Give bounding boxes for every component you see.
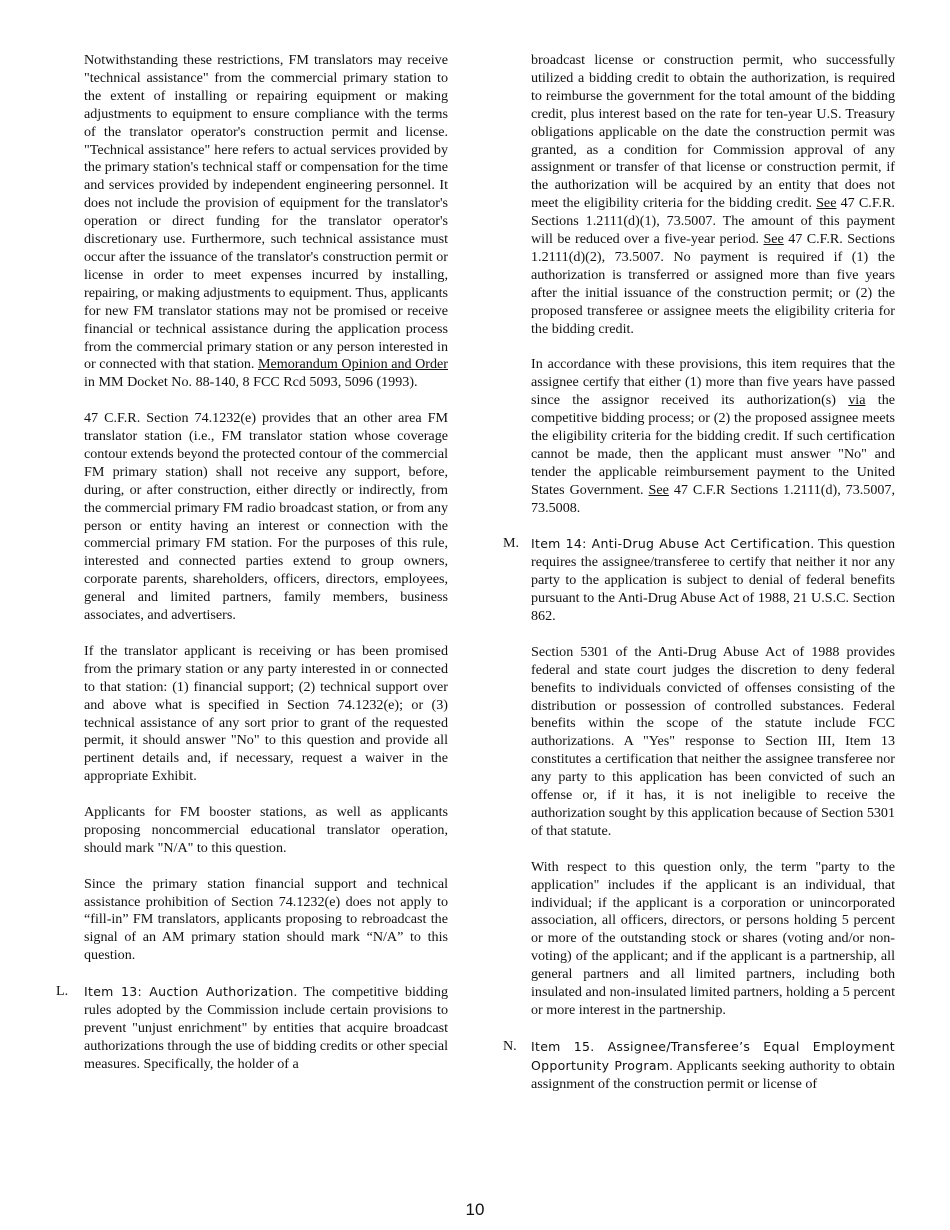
item-letter: M. <box>503 535 520 552</box>
left-column <box>56 52 448 1091</box>
item-text: . This question requires the assignee/transferee to certify that neither it nor any party to the application is subject to denial of federal benefits pursuant to the Anti-Drug Abuse Act of 1988, 21 U.S.C. Section 862. <box>531 536 895 625</box>
item-text: . The competitive bidding rules adopted by the Commission include certain provisions to prevent "unjust enrichment" by entities that acquire broadcast authorizations through the use of bidding credits or other special measures. Specifically, the holder of a <box>84 984 448 1072</box>
paragraph-fill-in-translators: Since the primary station financial support and technical assistance prohibition of Section 74.1232(e) does not apply to “fill-in” FM translators, applicants proposing to rebroadcast the signal of an AM primary station should mark “N/A” to this question. <box>84 875 448 964</box>
item-title: Item 15. Assignee/Transferee’s Equal Employment Opportunity Program <box>531 1038 895 1073</box>
item-letter: L. <box>56 983 69 1000</box>
item-m-anti-drug-abuse <box>503 535 895 626</box>
via-emphasis: via <box>848 392 866 409</box>
item-n-equal-employment <box>503 1037 895 1094</box>
item-letter: N. <box>503 1037 517 1054</box>
paragraph-technical-assistance: Notwithstanding these restrictions, FM translators may receive "technical assistance" from the commercial primary station to the extent of installing or repairing equipment or making adjustments to equipment to ensure compliance with the terms of the translator operator's construction permit and license. "Technical assistance" here refers to actual services provided by the primary station's technical staff or compensation for the time and services provided by independent engineering personnel. It does not include the provision of equipment for the translator's operation or direct funding for the translator operator's discretionary use. Furthermore, such technical assistance must occur after the issuance of the translator's construction permit or license in order to meet expenses incurred by installing, repairing, or making adjustments to equipment. Thus, applicants for new FM translator stations may not be promised or receive financial or technical assistance during the application process from the commercial primary station or any person interested in or connected with that station. Memorandum Opinion and Order in MM Docket No. 88-140, 8 FCC Rcd 5093, 5096 (1993). <box>84 52 448 391</box>
item-l-auction-authorization <box>56 983 448 1074</box>
item-text: . Applicants seeking authority to obtain assignment of the construction permit or license of <box>531 1057 895 1092</box>
see-citation: See <box>816 195 837 212</box>
paragraph-party-definition: With respect to this question only, the term "party to the application" includes if the applicant is an individual, that individual; if the applicant is a corporation or unincorporated association, all officers, directors, or persons holding 5 percent or more of the outstanding stock or shares (voting and/or non-voting) of the applicant; and if the applicant is a partnership, all general partners and all limited partners, including both insulated and non-insulated limited partners, holding a 5 percent or more interest in the partnership. <box>531 858 895 1018</box>
paragraph-bidding-credit-reimbursement: broadcast license or construction permit, who successfully utilized a bidding credit to obtain the authorization, is required to reimburse the government for the total amount of the bidding credit, plus interest based on the rate for ten-year U.S. Treasury obligations applicable on the date the construction permit was granted, as a condition for Commission approval of any assignment or transfer of that license or construction permit, if the authorization will be acquired by an entity that does not meet the eligibility criteria for the bidding credit. See 47 C.F.R. Sections 1.2111(d)(1), 73.5007. The amount of this payment will be reduced over a five-year period. See 47 C.F.R. Sections 1.2111(d)(2), 73.5007. No payment is required if (1) the authorization is transferred or assigned more than five years after the initial issuance of the construction permit; or (2) the proposed transferee or assignee meets the eligibility criteria for the bidding credit. <box>531 52 895 337</box>
right-column <box>503 52 896 1111</box>
see-citation: See <box>648 481 669 498</box>
paragraph-assignee-certification: In accordance with these provisions, this item requires that the assignee certify that either (1) more than five years have passed since the assignor received its authorization(s) via the competitive bidding process; or (2) the proposed assignee meets the eligibility criteria for the bidding credit. If such certification cannot be made, then the applicant must answer "No" and tender the applicable reimbursement payment to the United States Government. See 47 C.F.R Sections 1.2111(d), 73.5007, 73.5008. <box>531 356 896 516</box>
paragraph-translator-applicant: If the translator applicant is receiving or has been promised from the primary station or any party interested in or connected to that station: (1) financial support; (2) technical support over and above what is specified in Section 74.1232(e); or (3) technical assistance of any sort prior to grant of the requested permit, it should answer "No" to this question and provide all pertinent details and, if necessary, request a waiver in the appropriate Exhibit. <box>84 642 448 785</box>
memorandum-citation: Memorandum Opinion and Order <box>258 356 448 373</box>
page-number: 10 <box>465 1200 485 1219</box>
see-citation: See <box>763 231 784 248</box>
paragraph-booster-stations: Applicants for FM booster stations, as well as applicants proposing noncommercial educational translator operation, should mark "N/A" to this question. <box>84 804 448 856</box>
paragraph-section-74-1232e: 47 C.F.R. Section 74.1232(e) provides that an other area FM translator station (i.e., FM translator station whose coverage contour extends beyond the protected contour of the commercial FM primary station) shall not receive any support, before, during, or after construction, either directly or indirectly, from the commercial primary FM radio broadcast station, or from any person or entity having an interest or connection with the commercial primary FM station. For the purposes of this rule, interested and connected parties extend to group owners, corporate parents, shareholders, officers, directors, employees, general and limited partners, family members, business associates, and advertisers. <box>84 410 448 624</box>
item-title: Item 14: Anti-Drug Abuse Act Certification <box>531 536 811 552</box>
item-title: Item 13: Auction Authorization <box>84 984 294 1000</box>
paragraph-section-5301: Section 5301 of the Anti-Drug Abuse Act of 1988 provides federal and state court judges the discretion to deny federal benefits to individuals convicted of offenses consisting of the distribution or possession of controlled substances. Federal benefits within the scope of the statute include FCC authorizations. A "Yes" response to Section III, Item 13 constitutes a certification that neither the assignee transferee nor any party to this application has been convicted of such an offense or, if it has, it is not ineligible to receive the authorization sought by this application because of Section 5301 of that statute. <box>531 643 896 839</box>
